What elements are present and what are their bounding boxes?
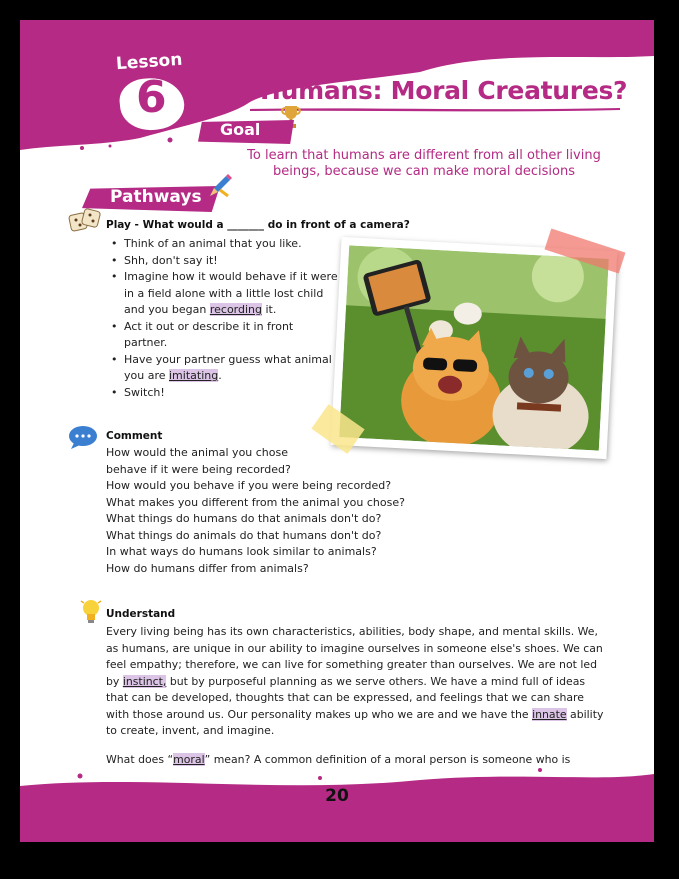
comment-heading: Comment <box>106 430 163 442</box>
dice-icon <box>68 206 102 236</box>
comment-line: What things do animals do that humans don't do? <box>106 528 382 542</box>
pencil-icon <box>206 172 234 200</box>
cats-selfie-image <box>339 245 609 450</box>
comment-line: In what ways do humans look similar to animals? <box>106 545 377 558</box>
lightbulb-icon <box>80 598 102 624</box>
list-item <box>108 269 340 319</box>
paragraph-text: ability to create, invent, and imagine. <box>106 707 604 737</box>
comment-line: behave if it were being recorded? <box>106 462 291 476</box>
comment-questions <box>106 445 436 577</box>
paragraph-text: ” mean? A common definition of a moral person is someone who is <box>204 753 571 766</box>
list-item: • Shh, don't say it! <box>108 253 340 270</box>
highlight-imitating: imitating <box>169 369 219 382</box>
selfie-photo <box>331 237 618 459</box>
textbook-page <box>20 20 654 842</box>
comment-line: How do humans differ from animals? <box>106 561 309 575</box>
chat-bubble-icon <box>68 425 98 449</box>
goal-label: Goal <box>220 120 261 139</box>
comment-line: How would the animal you chose <box>106 446 289 459</box>
list-item-text: it. <box>262 303 277 316</box>
list-item-text: . <box>218 369 222 382</box>
comment-line: What makes you different from the animal you chose? <box>106 495 405 509</box>
comment-line: How would you behave if you were being recorded? <box>106 479 392 492</box>
list-item <box>108 352 340 385</box>
list-item: • Act it out or describe it in front partner. <box>108 319 340 352</box>
comment-line: What things do humans do that animals don't do? <box>106 512 382 525</box>
lesson-word: Lesson <box>115 49 184 75</box>
list-item: • Switch! <box>108 385 340 402</box>
highlight-innate: innate <box>532 707 567 721</box>
paragraph-text: What does “ <box>106 753 174 766</box>
understand-heading: Understand <box>106 608 176 620</box>
list-item: • Think of an animal that you like. <box>108 236 340 253</box>
page-number: 20 <box>325 786 349 806</box>
list-item-text: Imagine how it would behave if it were in a field alone with a little lost child and you began <box>124 270 338 316</box>
paragraph-text: Every living being has its own characteristics, abilities, body shape, and mental skills. We, as humans, are unique in our ability to imagine ourselves in someone else's shoes. We can feel empathy; therefore, we can live for something greater than ourselves. We are not led by <box>106 625 603 688</box>
title-underline <box>250 106 620 112</box>
understand-paragraph <box>106 624 606 740</box>
highlight-instinct: instinct, <box>122 674 167 688</box>
highlight-moral: moral <box>173 753 205 766</box>
play-list <box>108 236 340 401</box>
paragraph-text: but by purposeful planning as we serve others. We have a mind full of ideas that can be developed, thoughts that can be expressed, and feelings that we can share with those around us. Our personality makes up who we are and we have the <box>106 674 586 721</box>
highlight-recording: recording <box>209 303 262 316</box>
lesson-number: 6 <box>136 72 167 124</box>
goal-text: To learn that humans are different from all other living beings, because we can make moral decisions <box>247 148 601 179</box>
pathways-label: Pathways <box>110 187 202 207</box>
play-heading: Play - What would a _______ do in front of a camera? <box>106 219 410 231</box>
list-item-text: Have your partner guess what animal you are <box>124 352 332 382</box>
lesson-title: Humans: Moral Creatures? <box>260 76 628 105</box>
